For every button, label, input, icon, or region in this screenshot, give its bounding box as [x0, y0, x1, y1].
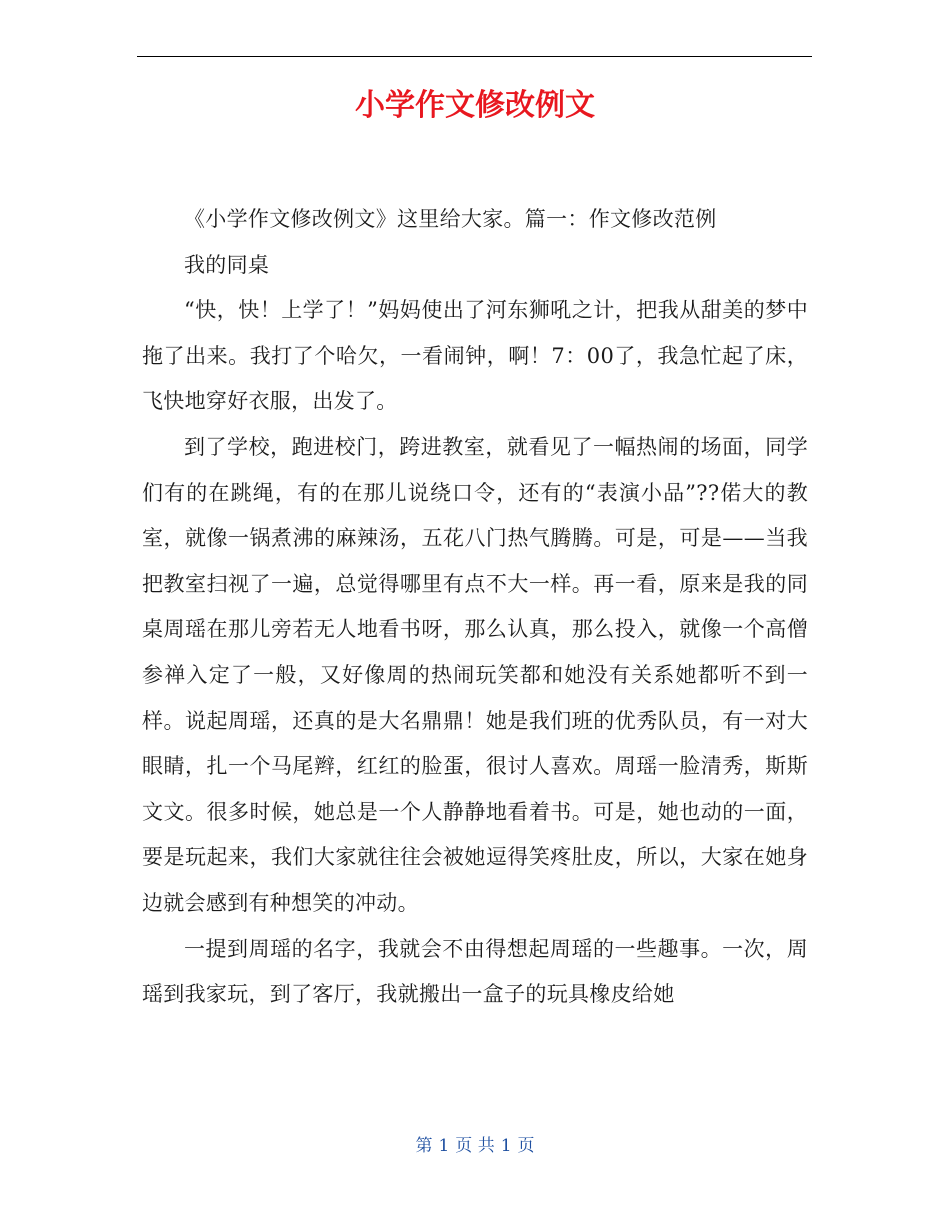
footer-total-pages: 1: [500, 1136, 512, 1156]
paragraph-2: 到了学校，跑进校门，跨进教室，就看见了一幅热闹的场面，同学们有的在跳绳，有的在那儿说绕口令，还有的“表演小品”??偌大的教室，就像一锅煮沸的麻辣汤，五花八门热气腾腾。可是，可是——当我把教室扫视了一遍，总觉得哪里有点不大一样。再一看，原来是我的同桌周瑶在那儿旁若无人地看书呀，那么认真，那么投入，就像一个高僧参禅入定了一般，又好像周的热闹玩笑都和她没有关系她都听不到一样。说起周瑶，还真的是大名鼎鼎！她是我们班的优秀队员，有一对大眼睛，扎一个马尾辫，红红的脸蛋，很讨人喜欢。周瑶一脸清秀，斯斯文文。很多时候，她总是一个人静静地看着书。可是，她也动的一面，要是玩起来，我们大家就往往会被她逗得笑疼肚皮，所以，大家在她身边就会感到有种想笑的冲动。: [142, 434, 808, 915]
document-title: 小学作文修改例文: [355, 88, 595, 123]
paragraph-essay-title: 我的同桌: [184, 252, 270, 277]
header-rule: [137, 56, 812, 57]
footer-page-number: 1: [438, 1136, 450, 1156]
footer-suffix: 页: [517, 1136, 535, 1156]
paragraph-3: 一提到周瑶的名字，我就会不由得想起周瑶的一些趣事。一次，周瑶到我家玩，到了客厅，我就搬出一盒子的玩具橡皮给她: [142, 936, 808, 1007]
paragraph-1: “快，快！上学了！”妈妈使出了河东狮吼之计，把我从甜美的梦中拖了出来。我打了个哈欠，一看闹钟，啊！7：00了，我急忙起了床，飞快地穿好衣服，出发了。: [142, 298, 808, 414]
document-body: [142, 197, 808, 1018]
paragraph-intro: 《小学作文修改例文》这里给大家。篇一：作文修改范例: [184, 207, 717, 231]
footer-prefix: 第: [415, 1136, 433, 1156]
footer-middle: 页 共: [455, 1136, 495, 1156]
page-footer: [0, 1133, 950, 1159]
